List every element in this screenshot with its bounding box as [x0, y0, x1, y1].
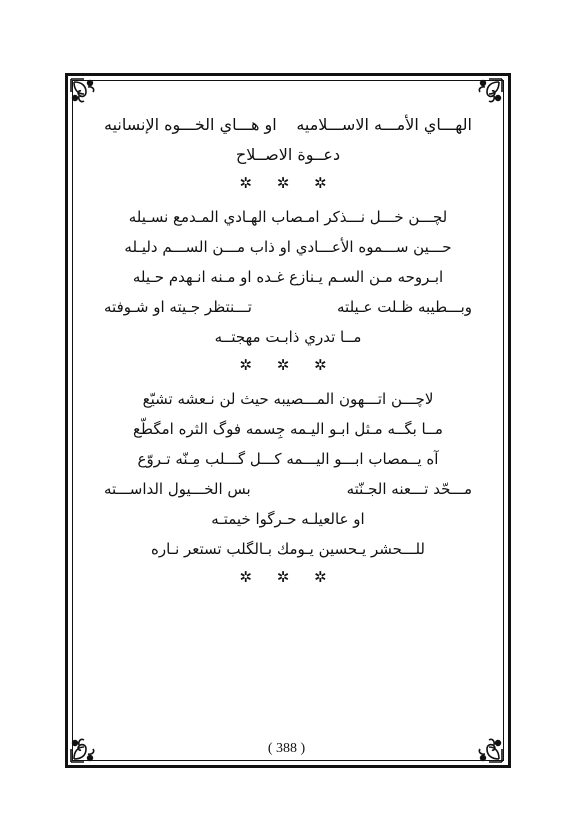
stars-divider: ✲ ✲ ✲	[239, 356, 337, 374]
poem-body	[90, 110, 486, 590]
poem-verse: للـــحشر يـحسين يـومك بـالگلب تستعر نـاره	[151, 540, 425, 558]
poem-verse: دعــوة الاصــلاح	[235, 145, 341, 164]
poem-verse: لچـــن خـــل نـــذكر امـصاب الهـادي المـدمع نسـيله	[128, 208, 448, 226]
page-number: ( 388 )	[267, 741, 306, 756]
poem-verse: او عالعيلـه حـرگوا خيمتـه	[211, 510, 365, 528]
corner-ornament-icon	[68, 76, 102, 110]
poem-verse	[90, 110, 486, 140]
poem-verse: آه يــمصاب ابـــو اليـــمه كـــل گـــلب مِـنّه تـروّع	[137, 450, 439, 468]
poem-verse: حـــين ســـموه الأعـــادي او ذاب مـــن الســـم دليـله	[124, 238, 452, 256]
poem-verse	[90, 292, 486, 322]
poem-verse: مــا بگــه مـثل ابـو اليـمه جِسمه فوگ الثره امگطّع	[133, 420, 443, 438]
poem-verse: ابـروحه مـن السـم يـنازع غـده او مـنه انـهدم حـيله	[132, 268, 444, 286]
hemistich: او هـــاي الخـــوه الإنسانيه	[104, 115, 277, 134]
stars-divider: ✲ ✲ ✲	[239, 568, 337, 586]
hemistich: مـــحّد تـــعنه الجـنّته	[346, 480, 472, 498]
poem-verse	[90, 474, 486, 504]
hemistich: بس الخـــيول الداســـته	[104, 480, 251, 498]
poem-verse: لاچـــن اتـــهون المـــصيبه حيث لن نـعشه تشيّع	[142, 390, 434, 408]
poem-verse: مــا تدري ذابـت مهجتــه	[214, 328, 362, 346]
hemistich: الهـــاي الأمـــه الاســـلاميه	[296, 115, 472, 134]
stars-divider: ✲ ✲ ✲	[239, 174, 337, 192]
hemistich: وبـــطيبه ظـلت عـيلته	[337, 298, 472, 316]
corner-ornament-icon	[471, 76, 505, 110]
hemistich: تـــنتظر جـيته او شـوفته	[104, 298, 252, 316]
